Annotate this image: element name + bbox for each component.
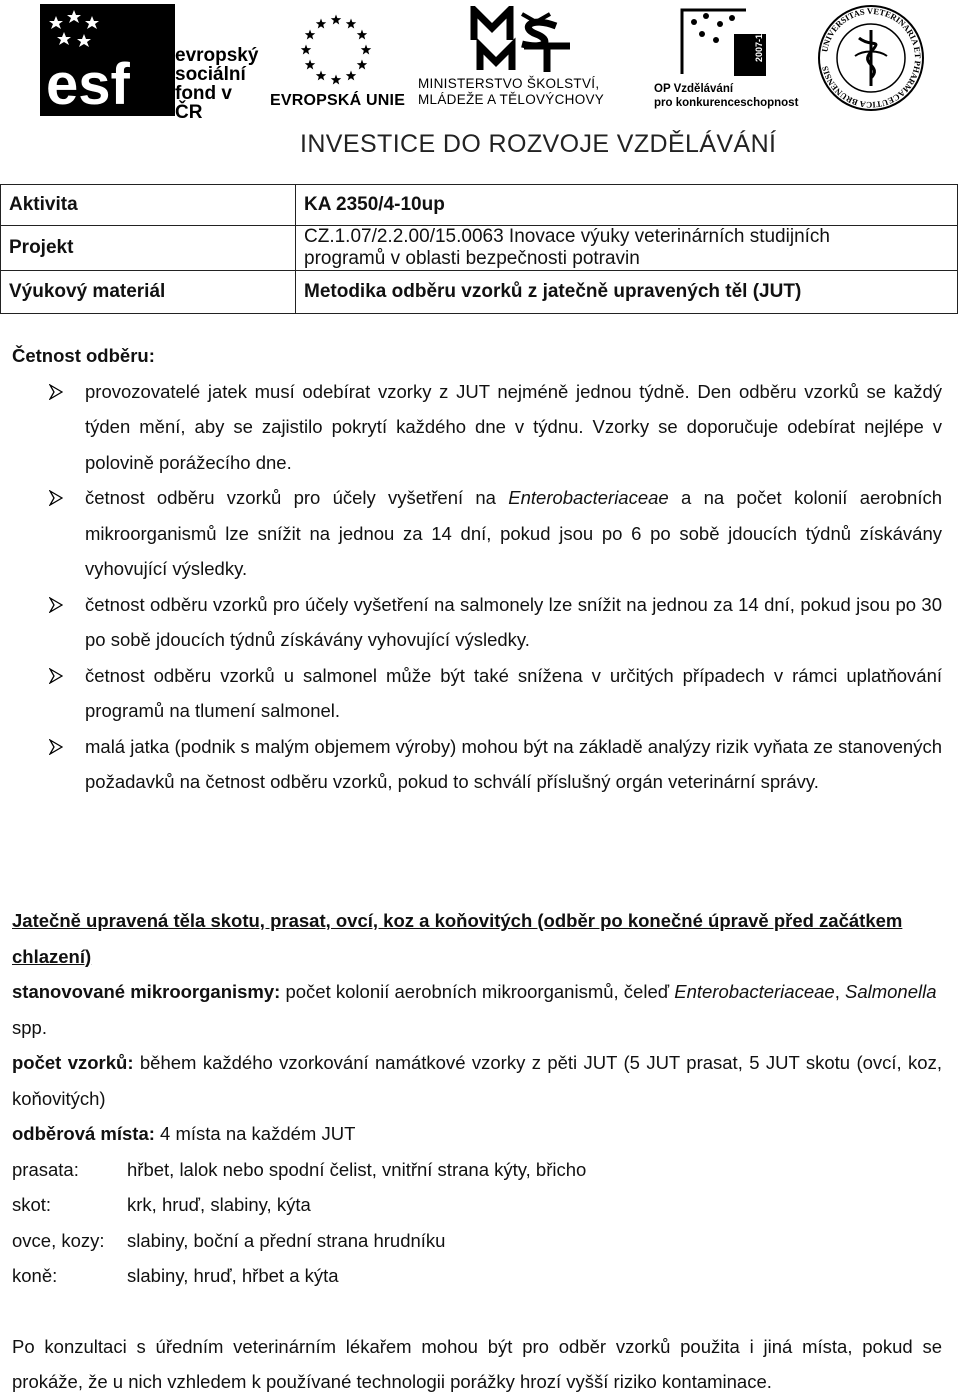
site-places: hřbet, lalok nebo spodní čelist, vnitřní strana kýty, břicho — [127, 1158, 587, 1180]
sites-label: odběrová místa: — [12, 1123, 155, 1144]
table-row — [1, 185, 958, 226]
carcass-section — [12, 903, 942, 1400]
sites-text: 4 místa na každém JUT — [154, 1123, 356, 1144]
tagline: INVESTICE DO ROZVOJE VZDĚLÁVÁNÍ — [300, 130, 777, 158]
msmt-label: MINISTERSTVO ŠKOLSTVÍ, MLÁDEŽE A TĚLOVÝCHOVY — [418, 76, 605, 107]
op-label: OP Vzdělávání pro konkurenceschopnost — [654, 83, 799, 109]
sites-paragraph — [12, 1116, 942, 1152]
site-animal: prasata: — [12, 1158, 79, 1180]
frequency-bullet-list — [12, 374, 942, 800]
site-places: slabiny, boční a přední strana hrudníku — [127, 1229, 446, 1251]
samples-label: počet vzorků: — [12, 1052, 134, 1073]
site-row — [12, 1187, 942, 1223]
msmt-logo-mark — [470, 6, 580, 76]
arrow-bullet-icon — [49, 668, 63, 684]
list-item — [12, 658, 942, 729]
text-run: a na počet kolonií aerobních mikroorganismů lze snížit na jednou za 14 dní, pokud jsou po 6 po sobě jdoucích týdnů získávány vyhovující výsledky. — [85, 487, 942, 579]
esf-logo-text: evropský sociální fond v ČR — [175, 45, 259, 123]
sites-list — [12, 1152, 942, 1294]
frequency-heading: Četnost odběru: — [12, 345, 155, 366]
activity-value: KA 2350/4-10up — [296, 185, 958, 226]
text-run: četnost odběru vzorků u salmonel může být také snížena v určitých případech v rámci uplatňování programů na tlumení salmonel. — [85, 664, 942, 721]
arrow-bullet-icon — [49, 384, 63, 400]
list-item — [12, 729, 942, 800]
text-run: malá jatka (podnik s malým objemem výroby) mohou být na základě analýzy rizik vyňata ze stanovených požadavků na četnost odběru vzorků, pokud to schválí příslušný orgán veterinární správy. — [85, 735, 942, 792]
project-label: Projekt — [1, 226, 296, 271]
frequency-section — [12, 338, 942, 800]
text-run: provozovatelé jatek musí odebírat vzorky z JUT nejméně jednou týdně. Den odběru vzorků se každý týden mění, aby se zajistilo pokrytí každého dne v týdnu. Vzorky se doporučuje odebírat nejlépe v polovině porážecího dne. — [85, 380, 942, 473]
site-animal: ovce, kozy: — [12, 1229, 105, 1251]
arrow-bullet-icon — [49, 739, 63, 755]
site-animal: skot: — [12, 1194, 52, 1215]
esf-logo — [40, 4, 260, 123]
table-row — [1, 226, 958, 271]
meta-table — [0, 184, 958, 314]
esf-logo-mark — [40, 4, 175, 116]
site-places: krk, hruď, slabiny, kýta — [127, 1194, 311, 1215]
text-run: , — [834, 981, 845, 1002]
list-item — [12, 480, 942, 587]
text-run: četnost odběru vzorků pro účely vyšetření na salmonely lze snížit na jednou za 14 dní, pokud jsou po 30 po sobě jdoucích týdnů získávány vyhovující výsledky. — [85, 593, 942, 650]
spacer — [12, 1294, 942, 1329]
site-row — [12, 1258, 942, 1294]
italic-term: Enterobacteriaceae — [508, 487, 669, 508]
organisms-paragraph — [12, 974, 942, 1045]
carcass-heading: Jatečně upravená těla skotu, prasat, ovcí, koz a koňovitých (odběr po konečné úpravě před začátkem chlazení) — [12, 910, 903, 967]
eu-logo — [270, 8, 402, 92]
samples-paragraph — [12, 1045, 942, 1116]
text-run: četnost odběru vzorků pro účely vyšetření na — [85, 487, 509, 508]
samples-text: během každého vzorkování namátkové vzorky z pěti JUT (5 JUT prasat, 5 JUT skotu (ovcí, koz, koňovitých) — [12, 1052, 942, 1109]
project-value: CZ.1.07/2.2.00/15.0063 Inovace výuky veterinárních studijních programů v oblasti bezpečnosti potravin — [296, 226, 958, 271]
text-run: počet kolonií aerobních mikroorganismů, čeleď — [280, 981, 675, 1002]
site-animal: koně: — [12, 1265, 58, 1286]
svg-text:2007-13: 2007-13 — [754, 28, 764, 62]
text-run: spp. — [12, 1016, 47, 1038]
list-item — [12, 374, 942, 481]
msmt-logo — [470, 6, 580, 76]
italic-term: Salmonella — [844, 981, 937, 1002]
arrow-bullet-icon — [49, 490, 63, 506]
university-seal — [815, 4, 927, 112]
op-logo — [676, 4, 776, 80]
header-logos — [40, 4, 930, 158]
site-row — [12, 1152, 942, 1188]
eu-stars-icon — [270, 8, 402, 92]
organisms-label: stanovované mikroorganismy: — [12, 981, 281, 1002]
closing-paragraph: Po konzultaci s úředním veterinárním lékařem mohou být pro odběr vzorků použita i jiná místa, pokud se prokáže, že u nich vzhledem k používané technologii porážky hrozí vyšší riziko kontaminace. — [12, 1335, 942, 1392]
table-row — [1, 271, 958, 314]
arrow-bullet-icon — [49, 597, 63, 613]
site-places: slabiny, hruď, hřbet a kýta — [127, 1265, 339, 1286]
material-value: Metodika odběru vzorků z jatečně upravených těl (JUT) — [296, 271, 958, 314]
university-seal-icon — [815, 4, 927, 112]
activity-label: Aktivita — [1, 185, 296, 226]
svg-text:UNIVERSITAS VETERINARIA ET PHA: UNIVERSITAS VETERINARIA ET PHARMACEUTICA BRUNENSIS — [819, 5, 924, 111]
eu-label: EVROPSKÁ UNIE — [270, 92, 406, 109]
site-row — [12, 1223, 942, 1259]
svg-text:esf: esf — [46, 52, 130, 116]
italic-term: Enterobacteriaceae — [674, 981, 835, 1002]
op-logo-mark — [676, 4, 776, 80]
material-label: Výukový materiál — [1, 271, 296, 314]
list-item — [12, 587, 942, 658]
